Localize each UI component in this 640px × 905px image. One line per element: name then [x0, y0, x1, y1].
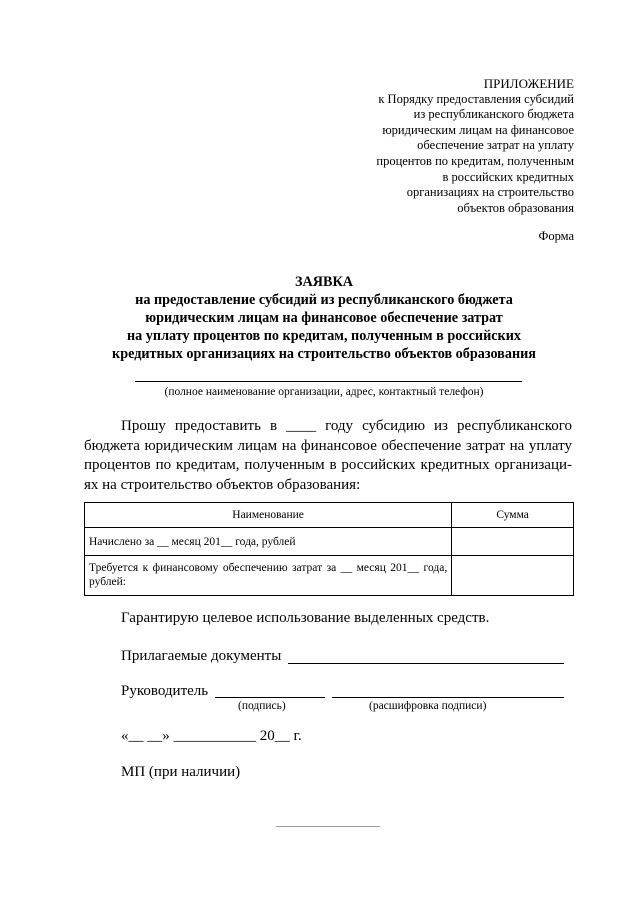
- decoding-fill-line[interactable]: [332, 697, 564, 698]
- head-label: Руководитель: [121, 683, 209, 699]
- table-row: [85, 528, 574, 556]
- stamp-label: МП (при наличии): [121, 764, 241, 780]
- table-cell-sum[interactable]: [452, 528, 574, 556]
- appendix-line: юридическим лицам на финансовое: [382, 122, 574, 137]
- signature-fill-line[interactable]: [215, 697, 325, 698]
- appendix-block: [314, 76, 574, 216]
- title-line: на предоставление субсидий из республиканского бюджета: [135, 292, 513, 308]
- appendix-line: обеспечение затрат на уплату: [417, 138, 574, 153]
- table-cell-name: Требуется к финансовому обеспечению затрат за __ месяц 201__ года, рублей:: [85, 556, 452, 596]
- request-text: Прошу предоставить в ____ году субсидию из республиканского бюджета юридическим лицам на финансовое обеспечение затрат на уплату процентов по кредитам, полученным в российских кредитных организаци-ях на строительство объектов образования:: [84, 418, 572, 493]
- appendix-line: из республиканского бюджета: [413, 107, 574, 122]
- guarantee-text: Гарантирую целевое использование выделенных средств.: [121, 610, 490, 626]
- request-paragraph: [84, 417, 572, 495]
- signature-caption: (подпись): [238, 700, 286, 712]
- title-line: на уплату процентов по кредитам, полученным в российских: [126, 328, 521, 344]
- table-cell-name: Начислено за __ месяц 201__ года, рублей: [85, 528, 452, 556]
- organization-fill-line[interactable]: [135, 381, 522, 382]
- footer-divider: [276, 826, 380, 827]
- document-title: [76, 273, 572, 363]
- appendix-heading: ПРИЛОЖЕНИЕ: [483, 76, 574, 91]
- form-label: Форма: [538, 229, 574, 243]
- subsidy-table: [84, 502, 574, 596]
- table-row: [85, 556, 574, 596]
- appendix-line: к Порядку предоставления субсидий: [378, 91, 574, 106]
- title-line: кредитных организациях на строительство объектов образования: [112, 346, 536, 362]
- title-line: юридическим лицам на финансовое обеспечение затрат: [145, 310, 503, 326]
- decoding-caption: (расшифровка подписи): [369, 700, 487, 712]
- date-line: «__ __» ___________ 20__ г.: [121, 728, 302, 744]
- appendix-line: в российских кредитных: [442, 169, 574, 184]
- appendix-line: объектов образования: [457, 200, 574, 215]
- attached-docs-fill-line[interactable]: [288, 663, 564, 664]
- title-line: ЗАЯВКА: [295, 274, 353, 290]
- organization-caption: (полное наименование организации, адрес, контактный телефон): [164, 386, 484, 398]
- attached-docs-label: Прилагаемые документы: [121, 648, 282, 664]
- table-header-sum: Сумма: [452, 503, 574, 528]
- appendix-line: процентов по кредитам, полученным: [376, 153, 574, 168]
- table-header-name: Наименование: [85, 503, 452, 528]
- table-cell-sum[interactable]: [452, 556, 574, 596]
- appendix-line: организациях на строительство: [406, 185, 574, 200]
